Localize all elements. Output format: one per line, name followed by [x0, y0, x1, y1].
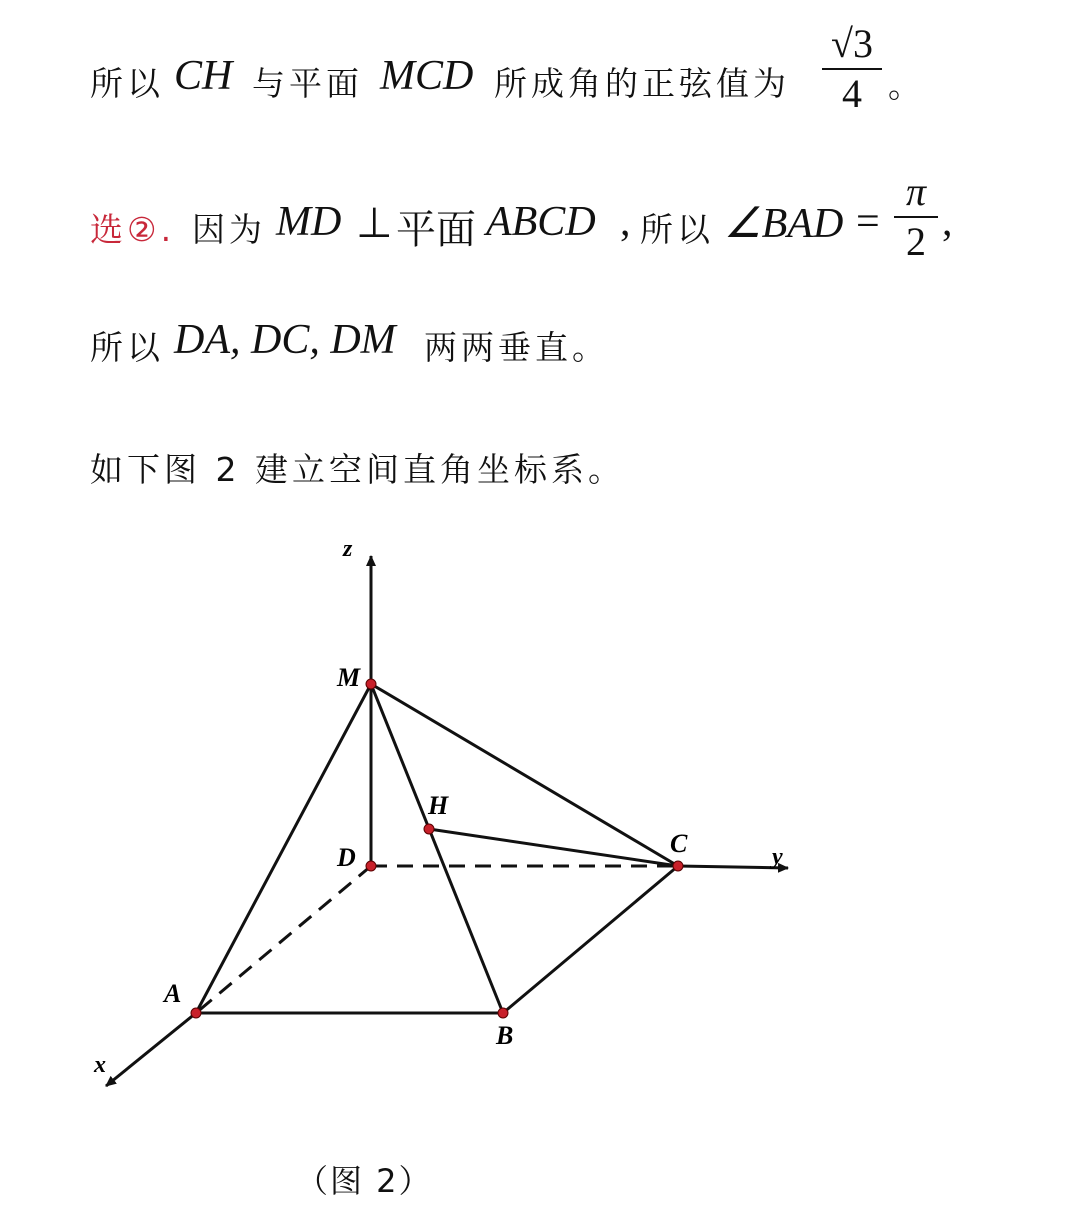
text-yinwei: 因为	[192, 210, 266, 249]
label-m: M	[337, 663, 361, 692]
math-md: MD	[276, 199, 342, 245]
x-axis	[106, 1013, 196, 1086]
edge-da-dashed	[196, 866, 371, 1013]
point-c	[673, 861, 683, 871]
point-b	[498, 1008, 508, 1018]
edge-mc	[371, 684, 678, 866]
fraction-denominator-2: 2	[906, 219, 926, 264]
label-y: y	[772, 844, 783, 870]
edge-bc	[503, 866, 678, 1013]
fraction-numerator: √3	[831, 21, 873, 66]
text-suoyi-3: 所以	[90, 328, 164, 367]
point-a	[191, 1008, 201, 1018]
label-a: A	[164, 979, 182, 1008]
label-d: D	[337, 843, 356, 872]
label-b: B	[496, 1021, 514, 1050]
label-x: x	[94, 1052, 106, 1078]
text-suoyi: 所以	[90, 64, 164, 103]
point-h	[424, 824, 434, 834]
text-yu-pingmian: 与平面	[252, 64, 363, 103]
label-c: C	[670, 829, 688, 858]
comma-1: ,	[620, 199, 631, 245]
equals-sign: =	[856, 199, 880, 245]
math-mcd: MCD	[380, 53, 474, 99]
math-abcd: ABCD	[486, 199, 596, 245]
point-m	[366, 679, 376, 689]
text-pingmian: 平面	[396, 207, 476, 253]
point-d	[366, 861, 376, 871]
text-period-1: 。	[888, 66, 925, 105]
label-h: H	[428, 791, 449, 820]
figure-caption: （图 2）	[296, 1162, 433, 1200]
label-z: z	[343, 536, 353, 562]
edge-hc	[429, 829, 678, 866]
text-suoyi-2: 所以	[640, 210, 714, 249]
math-ch: CH	[174, 53, 233, 99]
fraction-numerator-pi: π	[905, 169, 927, 214]
comma-2: ,	[942, 199, 953, 245]
text-coordinate-system: 如下图 2 建立空间直角坐标系。	[90, 450, 625, 489]
math-angle-bad: ∠BAD	[724, 201, 844, 247]
option-label: 选②.	[90, 210, 176, 249]
text-perpendicular: 两两垂直。	[424, 328, 609, 367]
edge-mb	[371, 684, 503, 1013]
perp-symbol: ⊥	[356, 201, 393, 247]
math-da-dc-dm: DA, DC, DM	[174, 317, 396, 363]
fraction-denominator: 4	[842, 71, 862, 116]
text-angle-sine: 所成角的正弦值为	[494, 64, 790, 103]
